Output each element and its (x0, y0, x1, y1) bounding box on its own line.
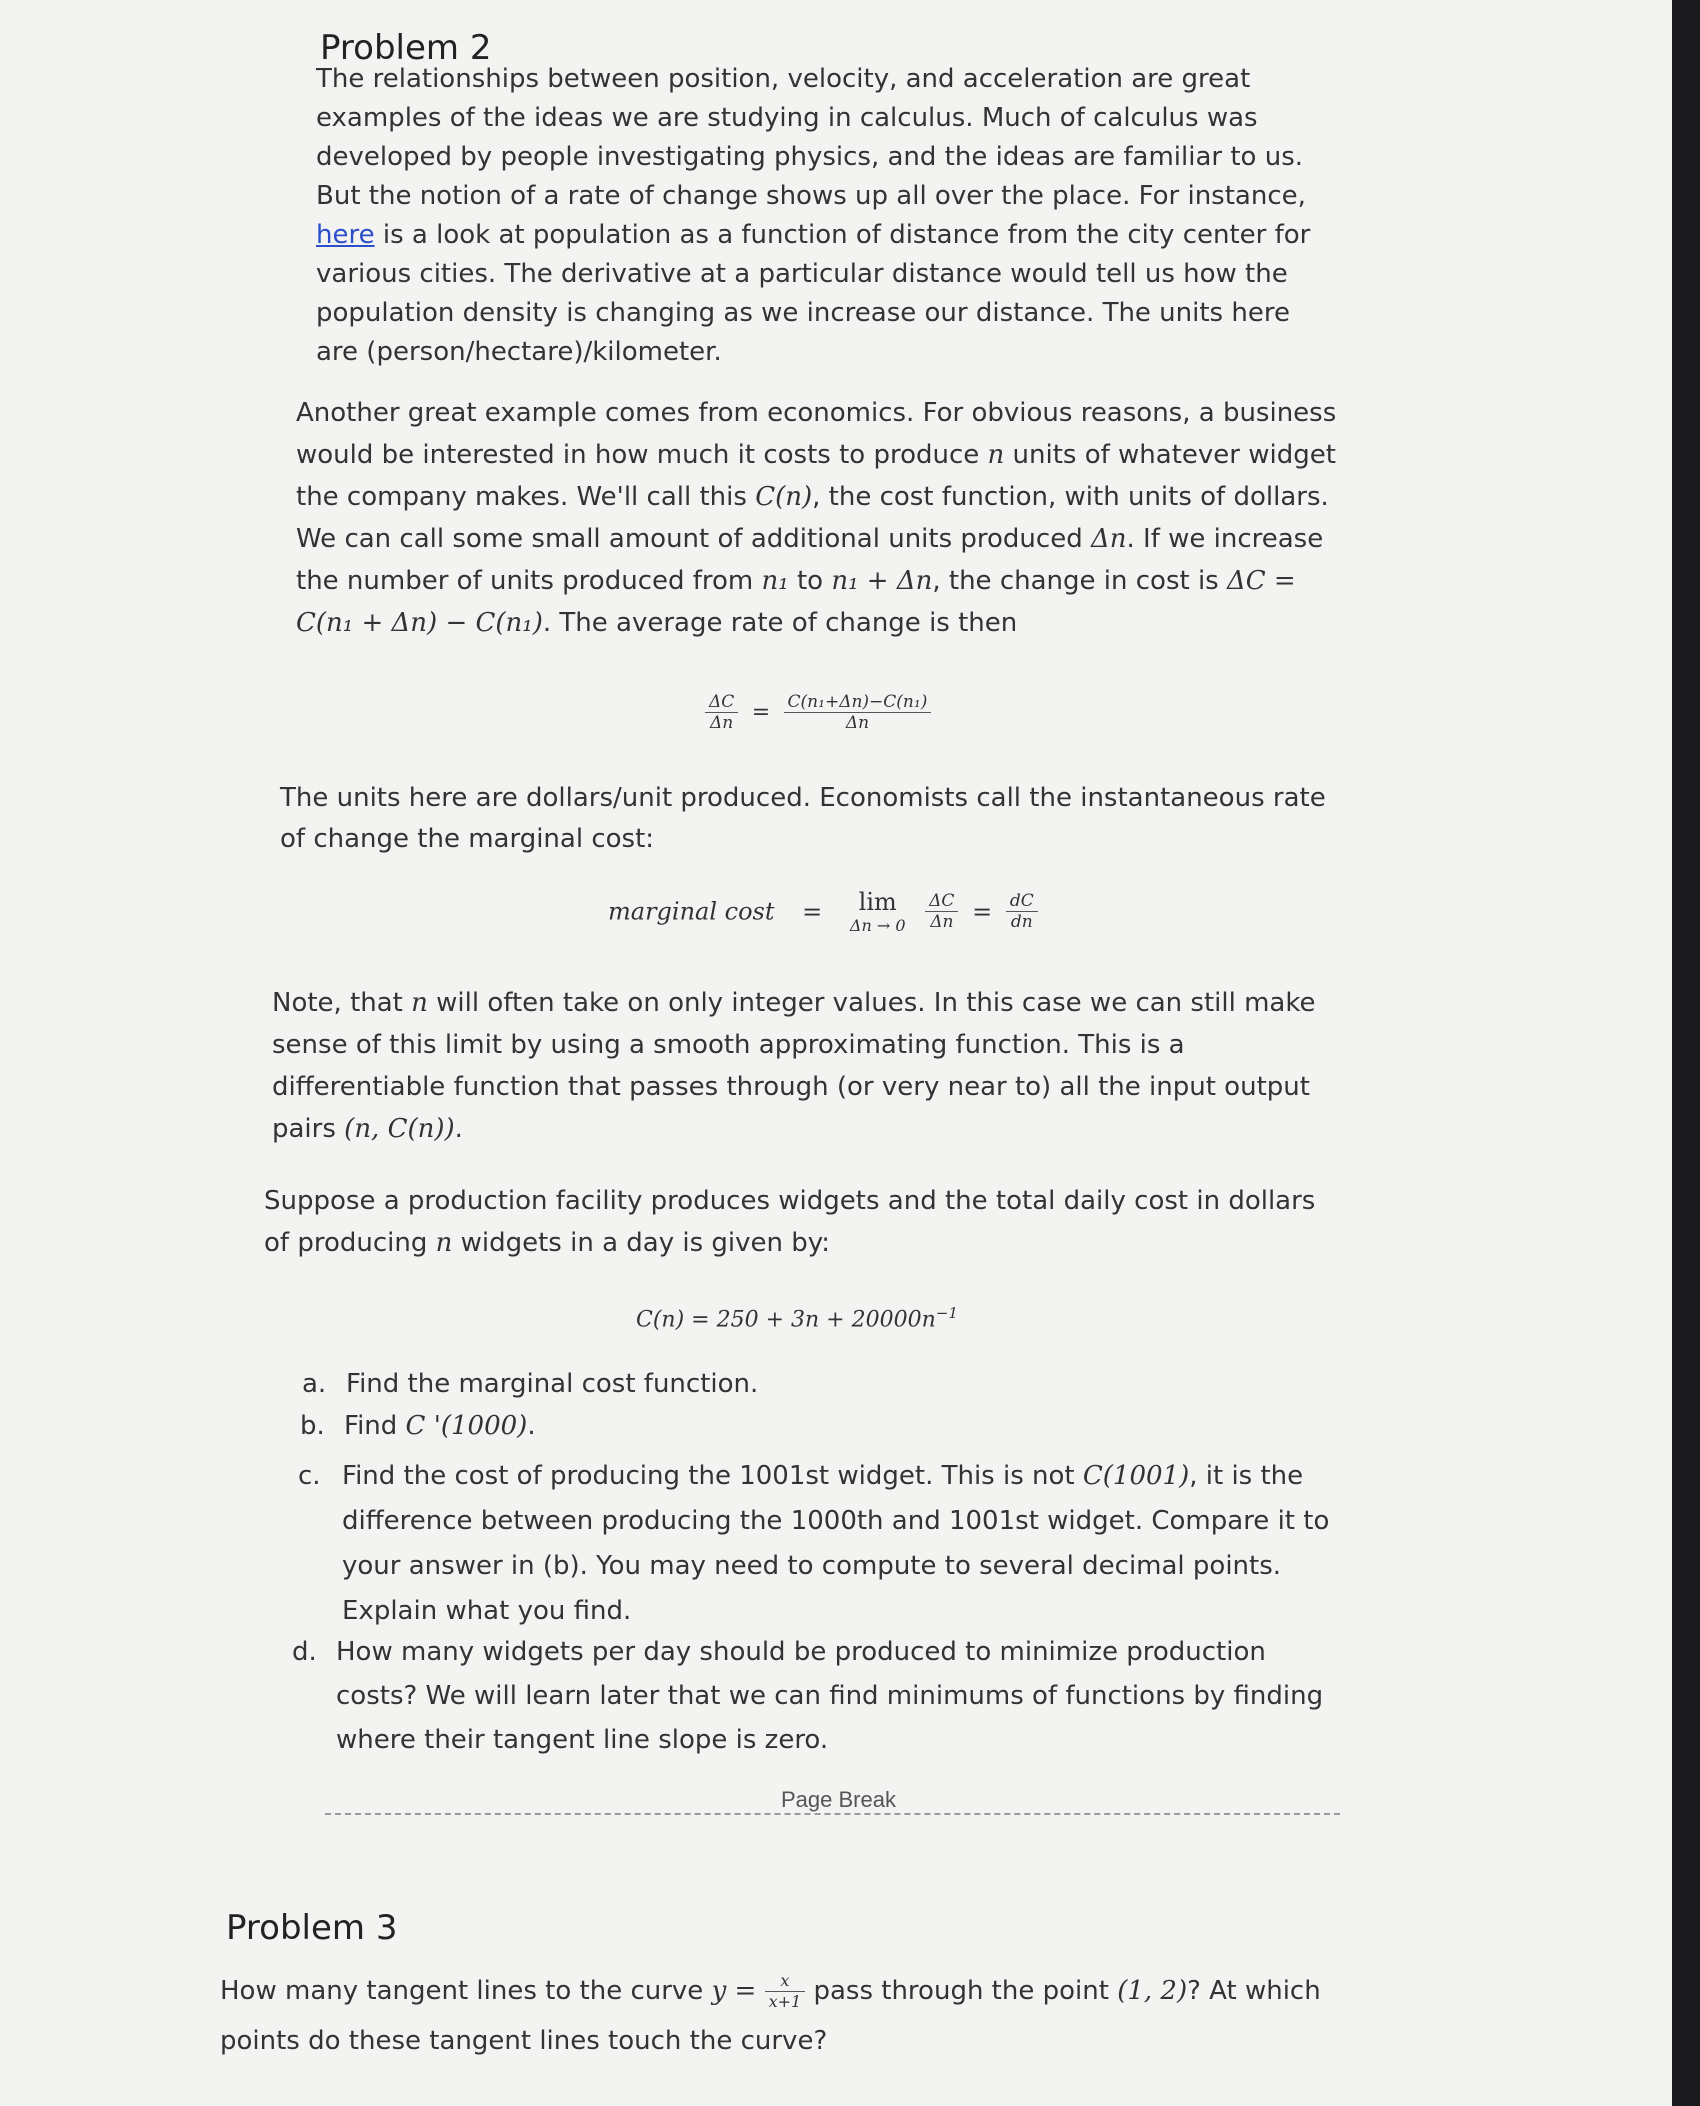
fraction-denominator: x+1 (768, 1992, 802, 2011)
marginal-cost-label: marginal cost (608, 897, 775, 926)
math-c-1001: C(1001) (1082, 1461, 1190, 1491)
equals-sign: = (802, 897, 823, 926)
problem-2-paragraph-5 (264, 1180, 1344, 1264)
paragraph-text: Another great example comes from economics. For obvious reasons, a business would be interested in how much it costs to produce (296, 398, 1337, 470)
delta-c-over-delta-n (705, 692, 738, 733)
math-y-equals: y = (711, 1976, 757, 2006)
list-item-d (292, 1630, 1346, 1762)
list-item-b (300, 1406, 1344, 1446)
lim-subscript: Δn → 0 (849, 916, 906, 935)
list-item-text: . (527, 1411, 536, 1441)
list-marker: c. (298, 1461, 321, 1491)
problem-2-paragraph-3: The units here are dollars/unit produced. Economists call the instantaneous rate of change the marginal cost: (280, 783, 1326, 854)
paragraph-text: How many tangent lines to the curve (220, 1976, 704, 2006)
difference-quotient (784, 692, 932, 733)
math-n: n (435, 1228, 453, 1258)
math-pair: (n, C(n)) (344, 1114, 455, 1144)
fraction-numerator: dC (1006, 891, 1038, 912)
paragraph-text: widgets in a day is given by: (460, 1228, 831, 1258)
paragraph-text: units of whatever widget the company makes. We'll call this (296, 440, 1336, 512)
fraction-denominator: dn (1010, 912, 1033, 932)
paragraph-text: The relationships between position, velocity, and acceleration are great examples of the ideas we are studying in calculus. Much of calculus was developed by people investigating physics, and the ideas are familiar to us. But the notion of a rate of change shows up all over the place. For instance, (316, 64, 1306, 211)
cost-function-main: C(n) = 250 + 3n + 20000n (636, 1307, 936, 1333)
list-item-text: , it is the difference between producing the 1000th and 1001st widget. Compare it to your answer in (b). You may need to compute to several decimal points. Explain what you find. (342, 1461, 1330, 1626)
marginal-cost-equation (608, 888, 1038, 935)
fraction-numerator: ΔC (925, 891, 958, 912)
paragraph-text: , the cost function, with units of dollars. We can call some small amount of additional units produced (296, 482, 1329, 554)
page-break (325, 1787, 1340, 1825)
paragraph-text: to (796, 566, 824, 596)
page-break-line (325, 1813, 1340, 1815)
math-delta-c-equation: ΔC = C(n₁ + Δn) − C(n₁) (296, 566, 1296, 638)
math-n: n (411, 988, 428, 1018)
paragraph-text: is a look at population as a function of distance from the city center for various cities. The derivative at a particular distance would tell us how the population density is changing as we increase our distance. The units here are (person/hectare)/kilometer. (316, 220, 1311, 367)
paragraph-text: , the change in cost is (932, 566, 1219, 596)
fraction-denominator: Δn (710, 713, 734, 733)
math-c-prime: C '(1000) (405, 1411, 528, 1441)
delta-c-over-delta-n (925, 891, 958, 932)
math-delta-n: Δn (1090, 524, 1127, 554)
fraction-denominator: Δn (845, 713, 870, 733)
here-link[interactable]: here (316, 220, 375, 250)
paragraph-text: ? At which points do these tangent lines touch the curve? (220, 1976, 1321, 2056)
equals-sign: = (751, 700, 771, 725)
list-item-a (302, 1364, 1346, 1404)
problem-3-title: Problem 3 (226, 1908, 398, 1948)
math-point: (1, 2) (1117, 1976, 1188, 2006)
page-break-label: Page Break (771, 1787, 906, 1813)
dc-over-dn (1006, 891, 1038, 932)
lim-text: lim (858, 888, 897, 916)
paragraph-text: . If we increase the number of units produced from (296, 524, 1324, 596)
fraction-numerator: C(n₁+Δn)−C(n₁) (784, 692, 932, 713)
cost-function-equation (636, 1304, 958, 1332)
problem-2-paragraph-4 (272, 982, 1342, 1150)
paragraph-text: will often take on only integer values. In this case we can still make sense of this limit by using a smooth approximating function. This is a differentiable function that passes through (or very near to) all the input output pairs (272, 988, 1316, 1144)
cost-function-exponent: −1 (935, 1304, 958, 1322)
fraction-denominator: Δn (930, 912, 954, 932)
equals-sign: = (972, 897, 993, 926)
list-item-text: Find the cost of producing the 1001st widget. This is not (342, 1461, 1075, 1491)
math-n1-plus-delta: n₁ + Δn (831, 566, 933, 596)
paragraph-text: Note, that (272, 988, 403, 1018)
list-marker: a. (302, 1369, 327, 1399)
math-n: n (987, 440, 1005, 470)
list-marker: b. (300, 1411, 325, 1441)
math-n1: n₁ (761, 566, 789, 596)
list-marker: d. (292, 1637, 317, 1667)
list-item-c (298, 1454, 1352, 1634)
list-item-text: Find the marginal cost function. (346, 1369, 759, 1399)
paragraph-text: Suppose a production facility produces widgets and the total daily cost in dollars of producing (264, 1186, 1316, 1258)
math-cost-function: C(n) (755, 482, 813, 512)
list-item-text: Find (344, 1411, 398, 1441)
list-item-text: How many widgets per day should be produced to minimize production costs? We will learn later that we can find minimums of functions by finding where their tangent line slope is zero. (336, 1637, 1324, 1755)
fraction-numerator: x (765, 1971, 806, 1992)
problem-2-paragraph-2 (296, 392, 1346, 644)
fraction-numerator: ΔC (705, 692, 738, 713)
problem-2-paragraph-1 (316, 60, 1336, 372)
paragraph-text: . (454, 1114, 463, 1144)
x-over-x-plus-1 (765, 1971, 806, 2012)
problem-2-title: Problem 2 (320, 28, 492, 68)
paragraph-text: pass through the point (813, 1976, 1109, 2006)
paragraph-text: . The average rate of change is then (542, 608, 1018, 638)
limit-operator (850, 888, 906, 935)
average-rate-equation (705, 692, 931, 733)
problem-3-paragraph (220, 1966, 1350, 2066)
